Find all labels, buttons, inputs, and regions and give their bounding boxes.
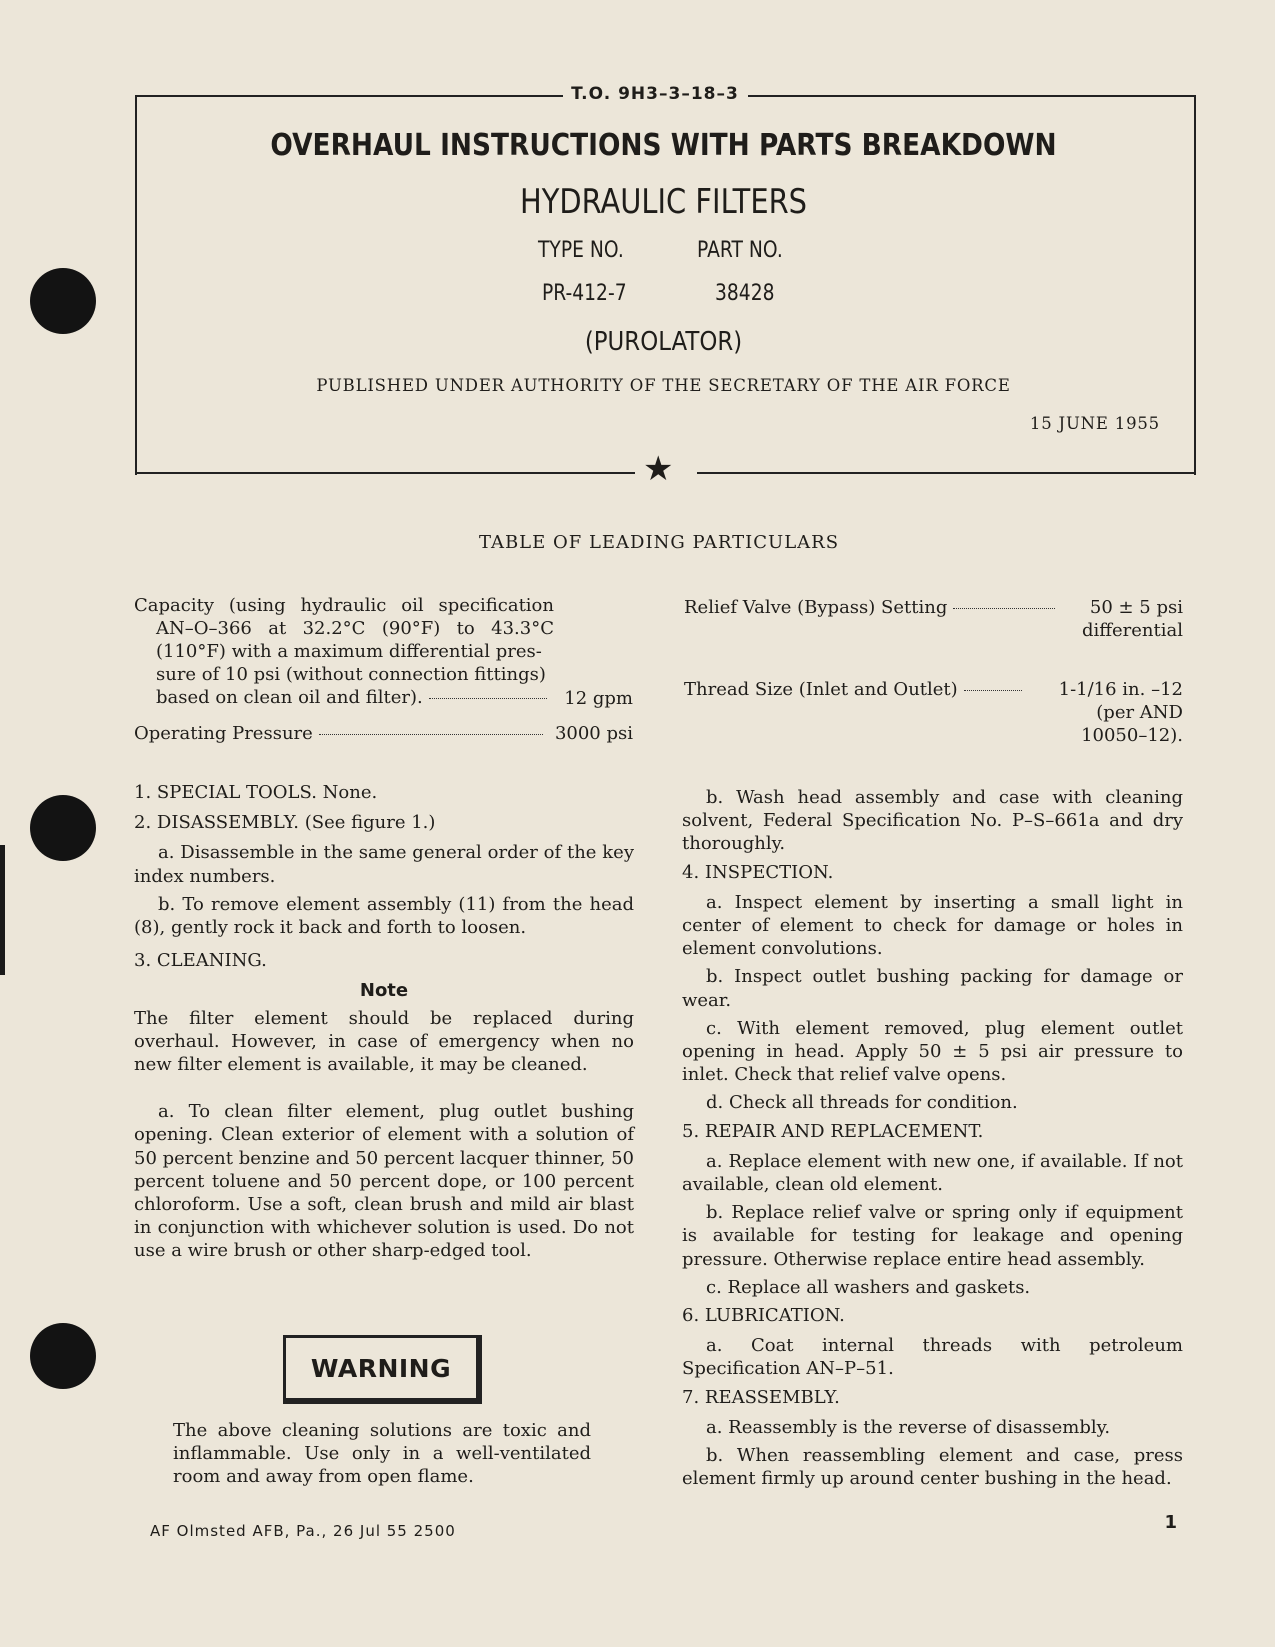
part-value: 38428 bbox=[715, 281, 775, 306]
relief-value bbox=[1000, 596, 1183, 642]
relief-value-line: differential bbox=[1081, 620, 1183, 641]
capacity-line: based on clean oil and filter). bbox=[156, 687, 423, 708]
type-label: TYPE NO. bbox=[538, 238, 624, 263]
paragraph: a. Disassemble in the same general order of the key index numbers. bbox=[134, 842, 634, 887]
thread-value bbox=[1000, 678, 1183, 747]
paragraph: a. Coat internal threads with petroleum Specification AN–P–51. bbox=[682, 1335, 1183, 1380]
capacity-line-last bbox=[134, 686, 554, 709]
pressure-spec bbox=[134, 722, 549, 745]
to-number: T.O. 9H3–3–18–3 bbox=[571, 84, 739, 104]
capacity-value: 12 gpm bbox=[564, 688, 633, 709]
publication-date: 15 JUNE 1955 bbox=[1029, 414, 1160, 433]
paragraph: b. Wash head assembly and case with cleaning solvent, Federal Specification No. P–S–661a and dry thoroughly. bbox=[682, 787, 1183, 855]
section-repair: 5. REPAIR AND REPLACEMENT. bbox=[682, 1120, 984, 1142]
punch-hole-top bbox=[30, 268, 96, 334]
particulars-heading: TABLE OF LEADING PARTICULARS bbox=[478, 532, 840, 553]
section-lubrication: 6. LUBRICATION. bbox=[682, 1305, 845, 1327]
part-label: PART NO. bbox=[697, 238, 783, 263]
page-number: 1 bbox=[1164, 1512, 1177, 1533]
section-special-tools: 1. SPECIAL TOOLS. None. bbox=[134, 782, 378, 803]
punch-hole-bottom bbox=[30, 1323, 96, 1389]
left-column bbox=[134, 781, 634, 1268]
paragraph: b. When reassembling element and case, press element firmly up around center bushing in the head. bbox=[682, 1445, 1183, 1490]
paragraph: a. Reassembly is the reverse of disassembly. bbox=[706, 1416, 1111, 1438]
thread-label: Thread Size (Inlet and Outlet) bbox=[684, 679, 958, 700]
capacity-line: Capacity (using hydraulic oil specification bbox=[134, 595, 554, 616]
paragraph: a. To clean filter element, plug outlet bushing opening. Clean exterior of element with a solution of 50 percent benzine and 50 percent lacquer thinner, 50 percent toluene and 50 percent dope, or 100 percent chloroform. Use a soft, clean brush and mild air blast in conjunction with whichever solution is used. Do not use a wire brush or other sharp-edged tool. bbox=[134, 1101, 634, 1262]
thread-spec bbox=[684, 678, 1028, 701]
document-subtitle: HYDRAULIC FILTERS bbox=[519, 182, 808, 222]
right-column bbox=[682, 786, 1183, 1495]
capacity-line: AN–O–366 at 32.2°C (90°F) to 43.3°C bbox=[156, 618, 554, 639]
relief-value-line: 50 ± 5 psi bbox=[1089, 597, 1183, 618]
frame-bottom-rule-right bbox=[697, 472, 1194, 474]
paragraph: c. Replace all washers and gaskets. bbox=[706, 1276, 1031, 1298]
warning-text: The above cleaning solutions are toxic and inflammable. Use only in a well-ventilated room and away from open flame. bbox=[173, 1420, 591, 1488]
manufacturer: (PUROLATOR) bbox=[584, 327, 743, 357]
relief-label: Relief Valve (Bypass) Setting bbox=[684, 597, 948, 618]
paragraph: d. Check all threads for condition. bbox=[706, 1092, 1018, 1114]
note-body: The filter element should be replaced during overhaul. However, in case of emergency when no new filter element is available, it may be cleaned. bbox=[134, 1007, 634, 1076]
paragraph: a. Inspect element by inserting a small light in center of element to check for damage or holes in element convolutions. bbox=[682, 891, 1183, 960]
paragraph: b. Replace relief valve or spring only if equipment is available for testing for leakage and opening pressure. Otherwise replace entire head assembly. bbox=[682, 1202, 1183, 1270]
type-value: PR-412-7 bbox=[542, 281, 627, 306]
edge-mark bbox=[0, 845, 5, 975]
authority-line: PUBLISHED UNDER AUTHORITY OF THE SECRETARY OF THE AIR FORCE bbox=[316, 376, 1011, 395]
thread-value-line: (per AND bbox=[1096, 702, 1183, 723]
punch-hole-middle bbox=[30, 795, 96, 861]
leader-dots bbox=[319, 734, 543, 735]
star-icon: ★ bbox=[643, 449, 674, 489]
capacity-line: sure of 10 psi (without connection fittings) bbox=[156, 664, 546, 685]
section-cleaning: 3. CLEANING. bbox=[134, 950, 267, 972]
section-inspection: 4. INSPECTION. bbox=[682, 861, 834, 883]
section-reassembly: 7. REASSEMBLY. bbox=[682, 1386, 840, 1408]
thread-value-line: 10050–12). bbox=[1081, 725, 1183, 746]
frame-bottom-rule-left bbox=[135, 472, 635, 474]
note-heading: Note bbox=[359, 980, 409, 1002]
section-disassembly: 2. DISASSEMBLY. (See figure 1.) bbox=[134, 812, 436, 834]
pressure-label: Operating Pressure bbox=[134, 723, 313, 744]
paragraph: c. With element removed, plug element outlet opening in head. Apply 50 ± 5 psi air pressure to inlet. Check that relief valve opens. bbox=[682, 1017, 1183, 1086]
pressure-value: 3000 psi bbox=[554, 723, 633, 744]
paragraph: a. Replace element with new one, if available. If not available, clean old element. bbox=[682, 1150, 1183, 1196]
printer-imprint: AF Olmsted AFB, Pa., 26 Jul 55 2500 bbox=[150, 1522, 456, 1540]
thread-value-line: 1-1/16 in. –12 bbox=[1058, 679, 1183, 700]
document-title: OVERHAUL INSTRUCTIONS WITH PARTS BREAKDOWN bbox=[270, 128, 1057, 163]
capacity-spec bbox=[134, 594, 554, 709]
warning-box: WARNING bbox=[283, 1335, 482, 1404]
capacity-line: (110°F) with a maximum differential pres- bbox=[156, 641, 542, 662]
paragraph: b. Inspect outlet bushing packing for damage or wear. bbox=[682, 966, 1183, 1011]
paragraph: b. To remove element assembly (11) from the head (8), gently rock it back and forth to loosen. bbox=[134, 893, 634, 939]
